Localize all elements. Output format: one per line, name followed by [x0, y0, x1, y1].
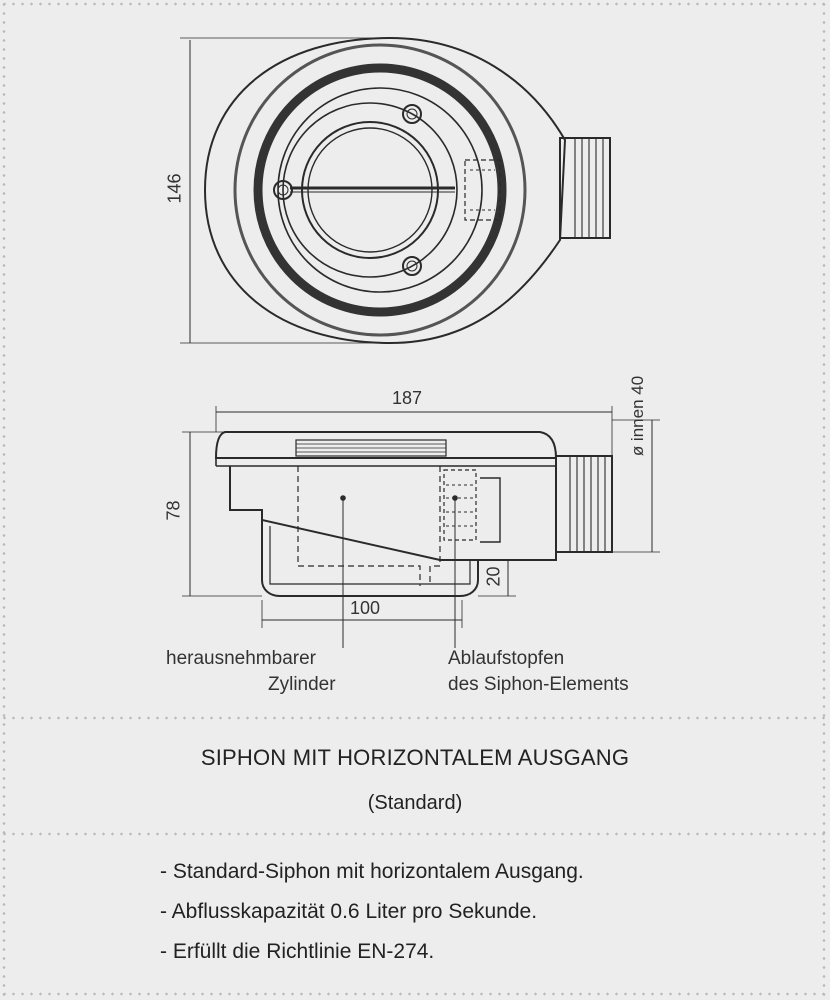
feature-list [160, 852, 584, 972]
dimension-height-top: 146 [164, 173, 185, 204]
callout-stopper-line1: Ablaufstopfen [448, 648, 565, 669]
dimension-cylinder-width: 100 [350, 598, 381, 618]
side-view [182, 406, 660, 648]
feature-item: - Erfüllt die Richtlinie EN-274. [160, 940, 435, 963]
callout-stopper-line2: des Siphon-Elements [448, 674, 629, 695]
dimension-outlet-inner: ø innen 40 [628, 375, 647, 457]
feature-item: - Standard-Siphon mit horizontalem Ausgang. [160, 860, 584, 883]
bottom-dotted-border [0, 992, 830, 996]
dimension-height-side: 78 [163, 500, 184, 521]
feature-item: - Abflusskapazität 0.6 Liter pro Sekunde. [160, 900, 538, 923]
dimension-width-total: 187 [392, 388, 423, 408]
top-view [180, 38, 610, 343]
dimension-bottom-offset: 20 [483, 566, 504, 587]
caption-subtitle: (Standard) [367, 792, 463, 814]
callout-cylinder-line2: Zylinder [268, 674, 336, 695]
callout-cylinder-line1: herausnehmbarer [166, 648, 316, 669]
caption-title: SIPHON MIT HORIZONTALEM AUSGANG [200, 745, 630, 770]
lower-dotted-divider [0, 832, 830, 836]
